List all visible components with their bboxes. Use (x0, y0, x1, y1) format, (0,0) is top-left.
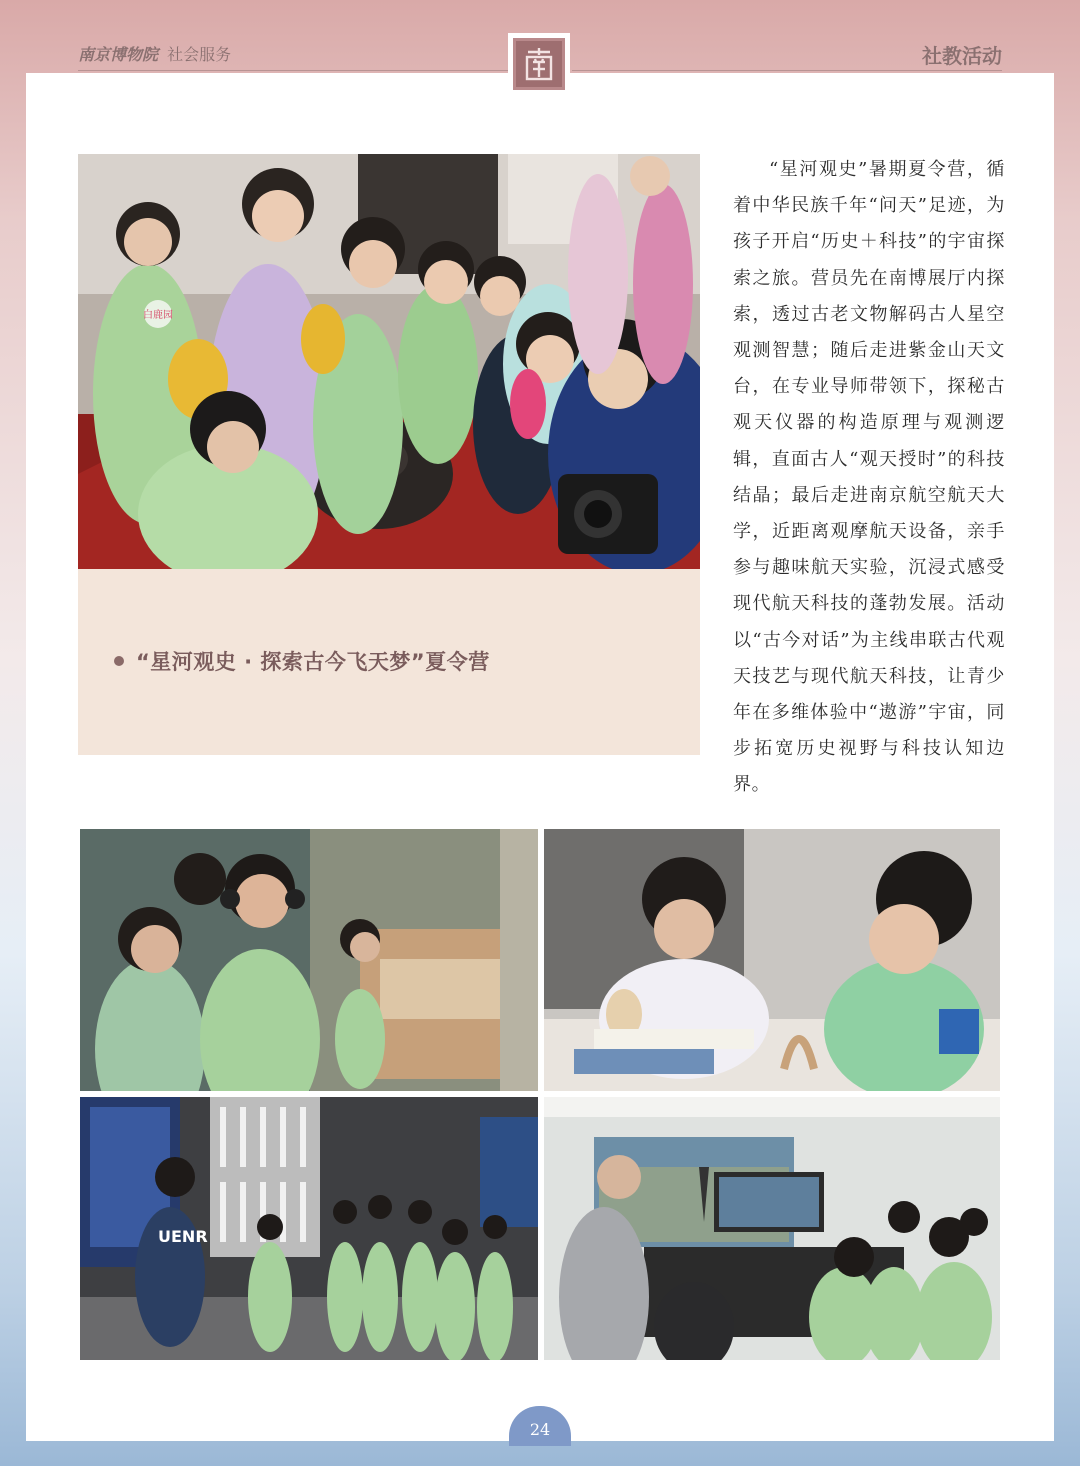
caption-bullet-icon (114, 656, 124, 666)
photo-meteorite-touching (78, 154, 700, 569)
header-column-title: 社教活动 (922, 44, 1002, 68)
header-divider-right (572, 70, 1002, 71)
badge-label: 白鹿园 (143, 310, 173, 321)
photo-museum-exhibit-visit (80, 829, 538, 1091)
photo-flight-simulator (544, 1097, 1000, 1360)
museum-seal-icon (522, 47, 556, 81)
header-section: 社会服务 (167, 45, 232, 64)
article-body: “星河观史”暑期夏令营，循着中华民族千年“问天”足迹，为孩子开启“历史＋科技”的宇宙探索之旅。营员先在南博展厅内探索，透过古老文物解码古人星空观测智慧；随后走进紫金山天文台，在专业导师带领下，探秘古观天仪器的构造原理与观测逻辑，直面古人“观天授时”的科技结晶；最后走进南京航空航天大学，近距离观摩航天设备，亲手参与趣味航天实验，沉浸式感受现代航天科技的蓬勃发展。活动以“古今对话”为主线串联古代观天技艺与现代航天科技，让青少年在多维体验中“遨游”宇宙，同步拓宽历史视野与科技认知边界。 (733, 159, 1005, 796)
header-divider-left (78, 70, 508, 71)
museum-logo (508, 33, 570, 95)
photo-caption: “星河观史 · 探索古今飞天梦”夏令营 (136, 650, 490, 674)
brand-name: 南京博物院 (78, 45, 159, 64)
header-brand (78, 42, 231, 65)
page-number: 24 (529, 1420, 551, 1439)
shirt-text: UENR (158, 1227, 208, 1246)
photo-rocket-models-exhibit (80, 1097, 538, 1360)
photo-craft-workshop (544, 829, 1000, 1091)
